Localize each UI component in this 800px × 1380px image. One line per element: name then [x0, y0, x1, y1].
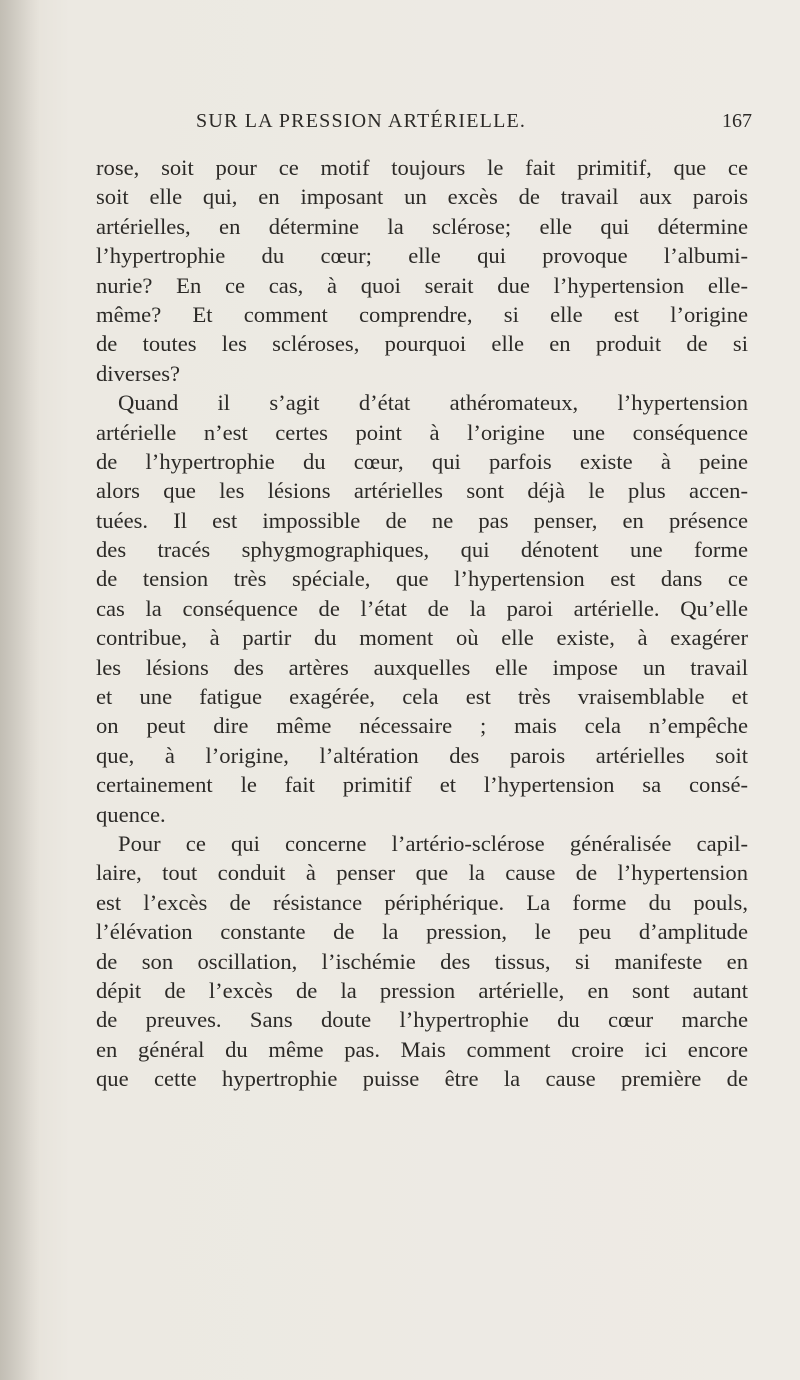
- text-line: de son oscillation, l’ischémie des tissus, si manifeste en: [96, 948, 748, 974]
- text-line: de preuves. Sans doute l’hypertrophie du cœur marche: [96, 1007, 748, 1033]
- text-line: nurie? En ce cas, à quoi serait due l’hypertension elle-: [96, 272, 748, 298]
- text-line: en général du même pas. Mais comment croire ici encore: [96, 1036, 748, 1062]
- text-line: l’hypertrophie du cœur; elle qui provoque l’albumi-: [96, 243, 748, 269]
- text-line: est l’excès de résistance périphérique. La forme du pouls,: [96, 889, 748, 915]
- text-line: même? Et comment comprendre, si elle est l’origine: [96, 301, 748, 327]
- text-line: et une fatigue exagérée, cela est très vraisemblable et: [96, 684, 748, 710]
- text-line: les lésions des artères auxquelles elle impose un travail: [96, 654, 748, 680]
- text-line: l’élévation constante de la pression, le peu d’amplitude: [96, 919, 748, 945]
- text-line: de toutes les scléroses, pourquoi elle en produit de si: [96, 331, 748, 357]
- text-line-paragraph-start: Pour ce qui concerne l’artério-sclérose généralisée capil-: [118, 830, 748, 856]
- text-line: cas la conséquence de l’état de la paroi artérielle. Qu’elle: [96, 595, 748, 621]
- text-line: que, à l’origine, l’altération des parois artérielles soit: [96, 742, 748, 768]
- text-line: on peut dire même nécessaire ; mais cela n’empêche: [96, 713, 748, 739]
- running-head: [0, 110, 800, 140]
- body-text: [96, 153, 748, 1094]
- text-line: alors que les lésions artérielles sont déjà le plus accen-: [96, 478, 748, 504]
- running-title: SUR LA PRESSION ARTÉRIELLE.: [196, 110, 527, 132]
- text-line: rose, soit pour ce motif toujours le fait primitif, que ce: [96, 155, 748, 180]
- page-number: 167: [722, 110, 752, 132]
- text-line: de l’hypertrophie du cœur, qui parfois existe à peine: [96, 448, 748, 474]
- text-line: soit elle qui, en imposant un excès de travail aux parois: [96, 184, 748, 210]
- page-edge-shadow: [0, 0, 40, 1380]
- text-line: des tracés sphygmographiques, qui dénotent une forme: [96, 537, 748, 563]
- text-line: artérielle n’est certes point à l’origine une conséquence: [96, 419, 748, 445]
- text-line-paragraph-start: Quand il s’agit d’état athéromateux, l’hypertension: [118, 390, 748, 416]
- text-line-paragraph-end: diverses?: [96, 360, 181, 386]
- text-line: de tension très spéciale, que l’hypertension est dans ce: [96, 566, 748, 592]
- text-line: artérielles, en détermine la sclérose; elle qui détermine: [96, 213, 748, 239]
- text-line: contribue, à partir du moment où elle existe, à exagérer: [96, 625, 748, 651]
- text-line: tuées. Il est impossible de ne pas penser, en présence: [96, 507, 748, 533]
- text-line-paragraph-end: quence.: [96, 801, 166, 827]
- text-line: dépit de l’excès de la pression artérielle, en sont autant: [96, 977, 748, 1003]
- text-line: que cette hypertrophie puisse être la cause première de: [96, 1066, 748, 1092]
- text-line: certainement le fait primitif et l’hypertension sa consé-: [96, 772, 748, 798]
- text-line: laire, tout conduit à penser que la cause de l’hypertension: [96, 860, 748, 886]
